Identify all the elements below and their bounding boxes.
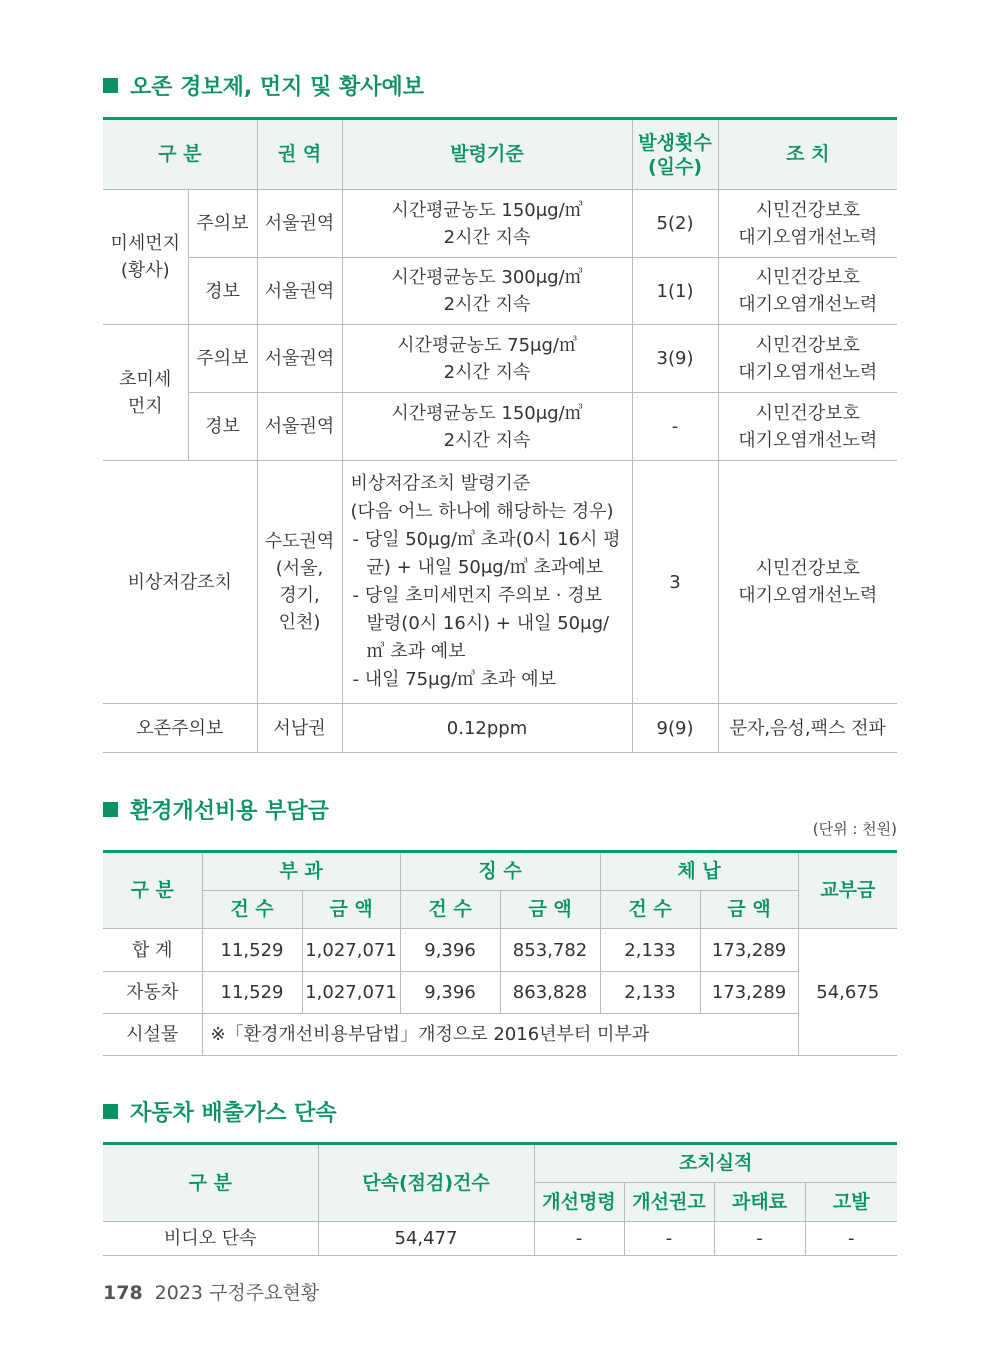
header-improve-advice: 개선권고 [624,1183,714,1222]
ozone-label: 오존주의보 [103,704,257,753]
page-footer [103,1278,319,1305]
header-result: 조치실적 [534,1144,897,1183]
header-count: 건 수 [202,891,302,929]
region: 서울권역 [257,258,342,325]
count: 3(9) [632,325,718,393]
cell: - [534,1222,624,1256]
header-action: 조 치 [718,119,897,190]
header-count: 건 수 [400,891,500,929]
action-line: 대기오염개선노력 [738,294,878,315]
header-category: 구 분 [103,852,202,929]
section-title-text: 오존 경보제, 먼지 및 황사예보 [130,75,425,100]
count: 3 [632,461,718,704]
cell: 54,477 [318,1222,534,1256]
criteria-subtitle: (다음 어느 하나에 해당하는 경우) [350,501,614,522]
criteria-line: 시간평균농도 75μg/㎥ [397,334,577,356]
criteria-line: 2시간 지속 [443,429,531,451]
count: 9(9) [632,704,718,753]
action-line: 시민건강보호 [755,402,860,424]
region: 서울권역 [257,393,342,461]
table-row-ozone [103,704,897,753]
cell: 2,133 [600,929,700,972]
cell: 173,289 [700,972,798,1014]
action-line: 대기오염개선노력 [738,361,878,383]
section-title-fee [103,794,329,825]
section-title-text: 환경개선비용 부담금 [130,799,329,824]
exhaust-table [103,1142,897,1256]
criteria [342,461,632,704]
emergency-label: 비상저감조치 [103,461,257,704]
row-label: 비디오 단속 [103,1222,318,1256]
group-pm25: 초미세 먼지 [103,325,188,461]
action-line: 대기오염개선노력 [738,226,878,248]
level: 주의보 [188,190,257,258]
cell: 11,529 [202,972,302,1014]
action [718,325,897,393]
header-amount: 금 액 [302,891,400,929]
header-fine: 과태료 [714,1183,805,1222]
cell: 1,027,071 [302,972,400,1014]
section-title-text: 자동차 배출가스 단속 [130,1101,337,1126]
header-category: 구 분 [103,119,257,190]
footer-title: 2023 구정주요현황 [154,1282,320,1304]
row-label: 시설물 [103,1014,202,1056]
section-title-exhaust [103,1096,337,1127]
criteria-line: 2시간 지속 [443,226,531,248]
cell: 1,027,071 [302,929,400,972]
square-bullet-icon [103,1104,118,1119]
group-pm10: 미세먼지 (황사) [103,190,188,325]
cell: 9,396 [400,972,500,1014]
section-title-ozone [103,70,424,101]
table-row [103,393,897,461]
header-collect: 징 수 [400,852,600,891]
count: 1(1) [632,258,718,325]
criteria-bullet: - 당일 초미세먼지 주의보 · 경보 발령(0시 16시) + 내일 50μg/㎥ 초과 예보 [352,585,610,662]
criteria-bullet: - 내일 75μg/㎥ 초과 예보 [352,669,557,690]
action [718,393,897,461]
criteria-line: 시간평균농도 150μg/㎥ [391,199,583,221]
cell: - [805,1222,897,1256]
table-row [103,258,897,325]
header-category: 구 분 [103,1144,318,1222]
square-bullet-icon [103,78,118,93]
criteria-line: 2시간 지속 [443,294,531,315]
cell: - [624,1222,714,1256]
criteria [342,325,632,393]
page-number: 178 [103,1282,143,1304]
cell: 173,289 [700,929,798,972]
region: 서울권역 [257,190,342,258]
table-row-emergency [103,461,897,704]
action [718,258,897,325]
table-row [103,1222,897,1256]
level: 경보 [188,393,257,461]
action-line: 시민건강보호 [755,267,860,288]
action [718,190,897,258]
criteria-line: 2시간 지속 [443,361,531,383]
header-criteria: 발령기준 [342,119,632,190]
criteria [342,393,632,461]
criteria-title: 비상저감조치 발령기준 [350,473,531,494]
table-row [103,190,897,258]
action-line: 시민건강보호 [755,558,860,579]
facility-note: ※「환경개선비용부담법」개정으로 2016년부터 미부과 [202,1014,798,1056]
action-line: 시민건강보호 [755,199,860,221]
region: 서울권역 [257,325,342,393]
warning-table [103,117,897,753]
cell: 853,782 [500,929,600,972]
table-row [103,325,897,393]
cell: - [714,1222,805,1256]
header-count: 건 수 [600,891,700,929]
header-amount: 금 액 [500,891,600,929]
table-row [103,1014,897,1056]
grant-value: 54,675 [798,929,897,1056]
header-amount: 금 액 [700,891,798,929]
action-line: 시민건강보호 [755,334,860,356]
action [718,461,897,704]
count: 5(2) [632,190,718,258]
cell: 863,828 [500,972,600,1014]
header-grant: 교부금 [798,852,897,929]
cell: 11,529 [202,929,302,972]
action-line: 대기오염개선노력 [738,585,878,606]
header-arrears: 체 납 [600,852,798,891]
table-row [103,972,897,1014]
action: 문자,음성,팩스 전파 [718,704,897,753]
table-row [103,929,897,972]
unit-label: (단위 : 천원) [812,820,897,838]
cell: 9,396 [400,929,500,972]
criteria-bullet: - 당일 50μg/㎥ 초과(0시 16시 평균) + 내일 50μg/㎥ 초과예보 [352,529,621,578]
row-label: 합 계 [103,929,202,972]
criteria [342,258,632,325]
header-count: 단속(점검)건수 [318,1144,534,1222]
level: 경보 [188,258,257,325]
cell: 2,133 [600,972,700,1014]
header-levy: 부 과 [202,852,400,891]
header-accusation: 고발 [805,1183,897,1222]
region: 서남권 [257,704,342,753]
header-improve-order: 개선명령 [534,1183,624,1222]
header-count: 발생횟수 (일수) [632,119,718,190]
criteria-line: 시간평균농도 150μg/㎥ [391,402,583,424]
square-bullet-icon [103,802,118,817]
fee-table [103,850,897,1056]
region: 수도권역 (서울, 경기, 인천) [257,461,342,704]
level: 주의보 [188,325,257,393]
header-region: 권 역 [257,119,342,190]
count: - [632,393,718,461]
criteria [342,190,632,258]
criteria: 0.12ppm [342,704,632,753]
criteria-line: 시간평균농도 300μg/㎥ [391,267,583,288]
action-line: 대기오염개선노력 [738,429,878,451]
row-label: 자동차 [103,972,202,1014]
